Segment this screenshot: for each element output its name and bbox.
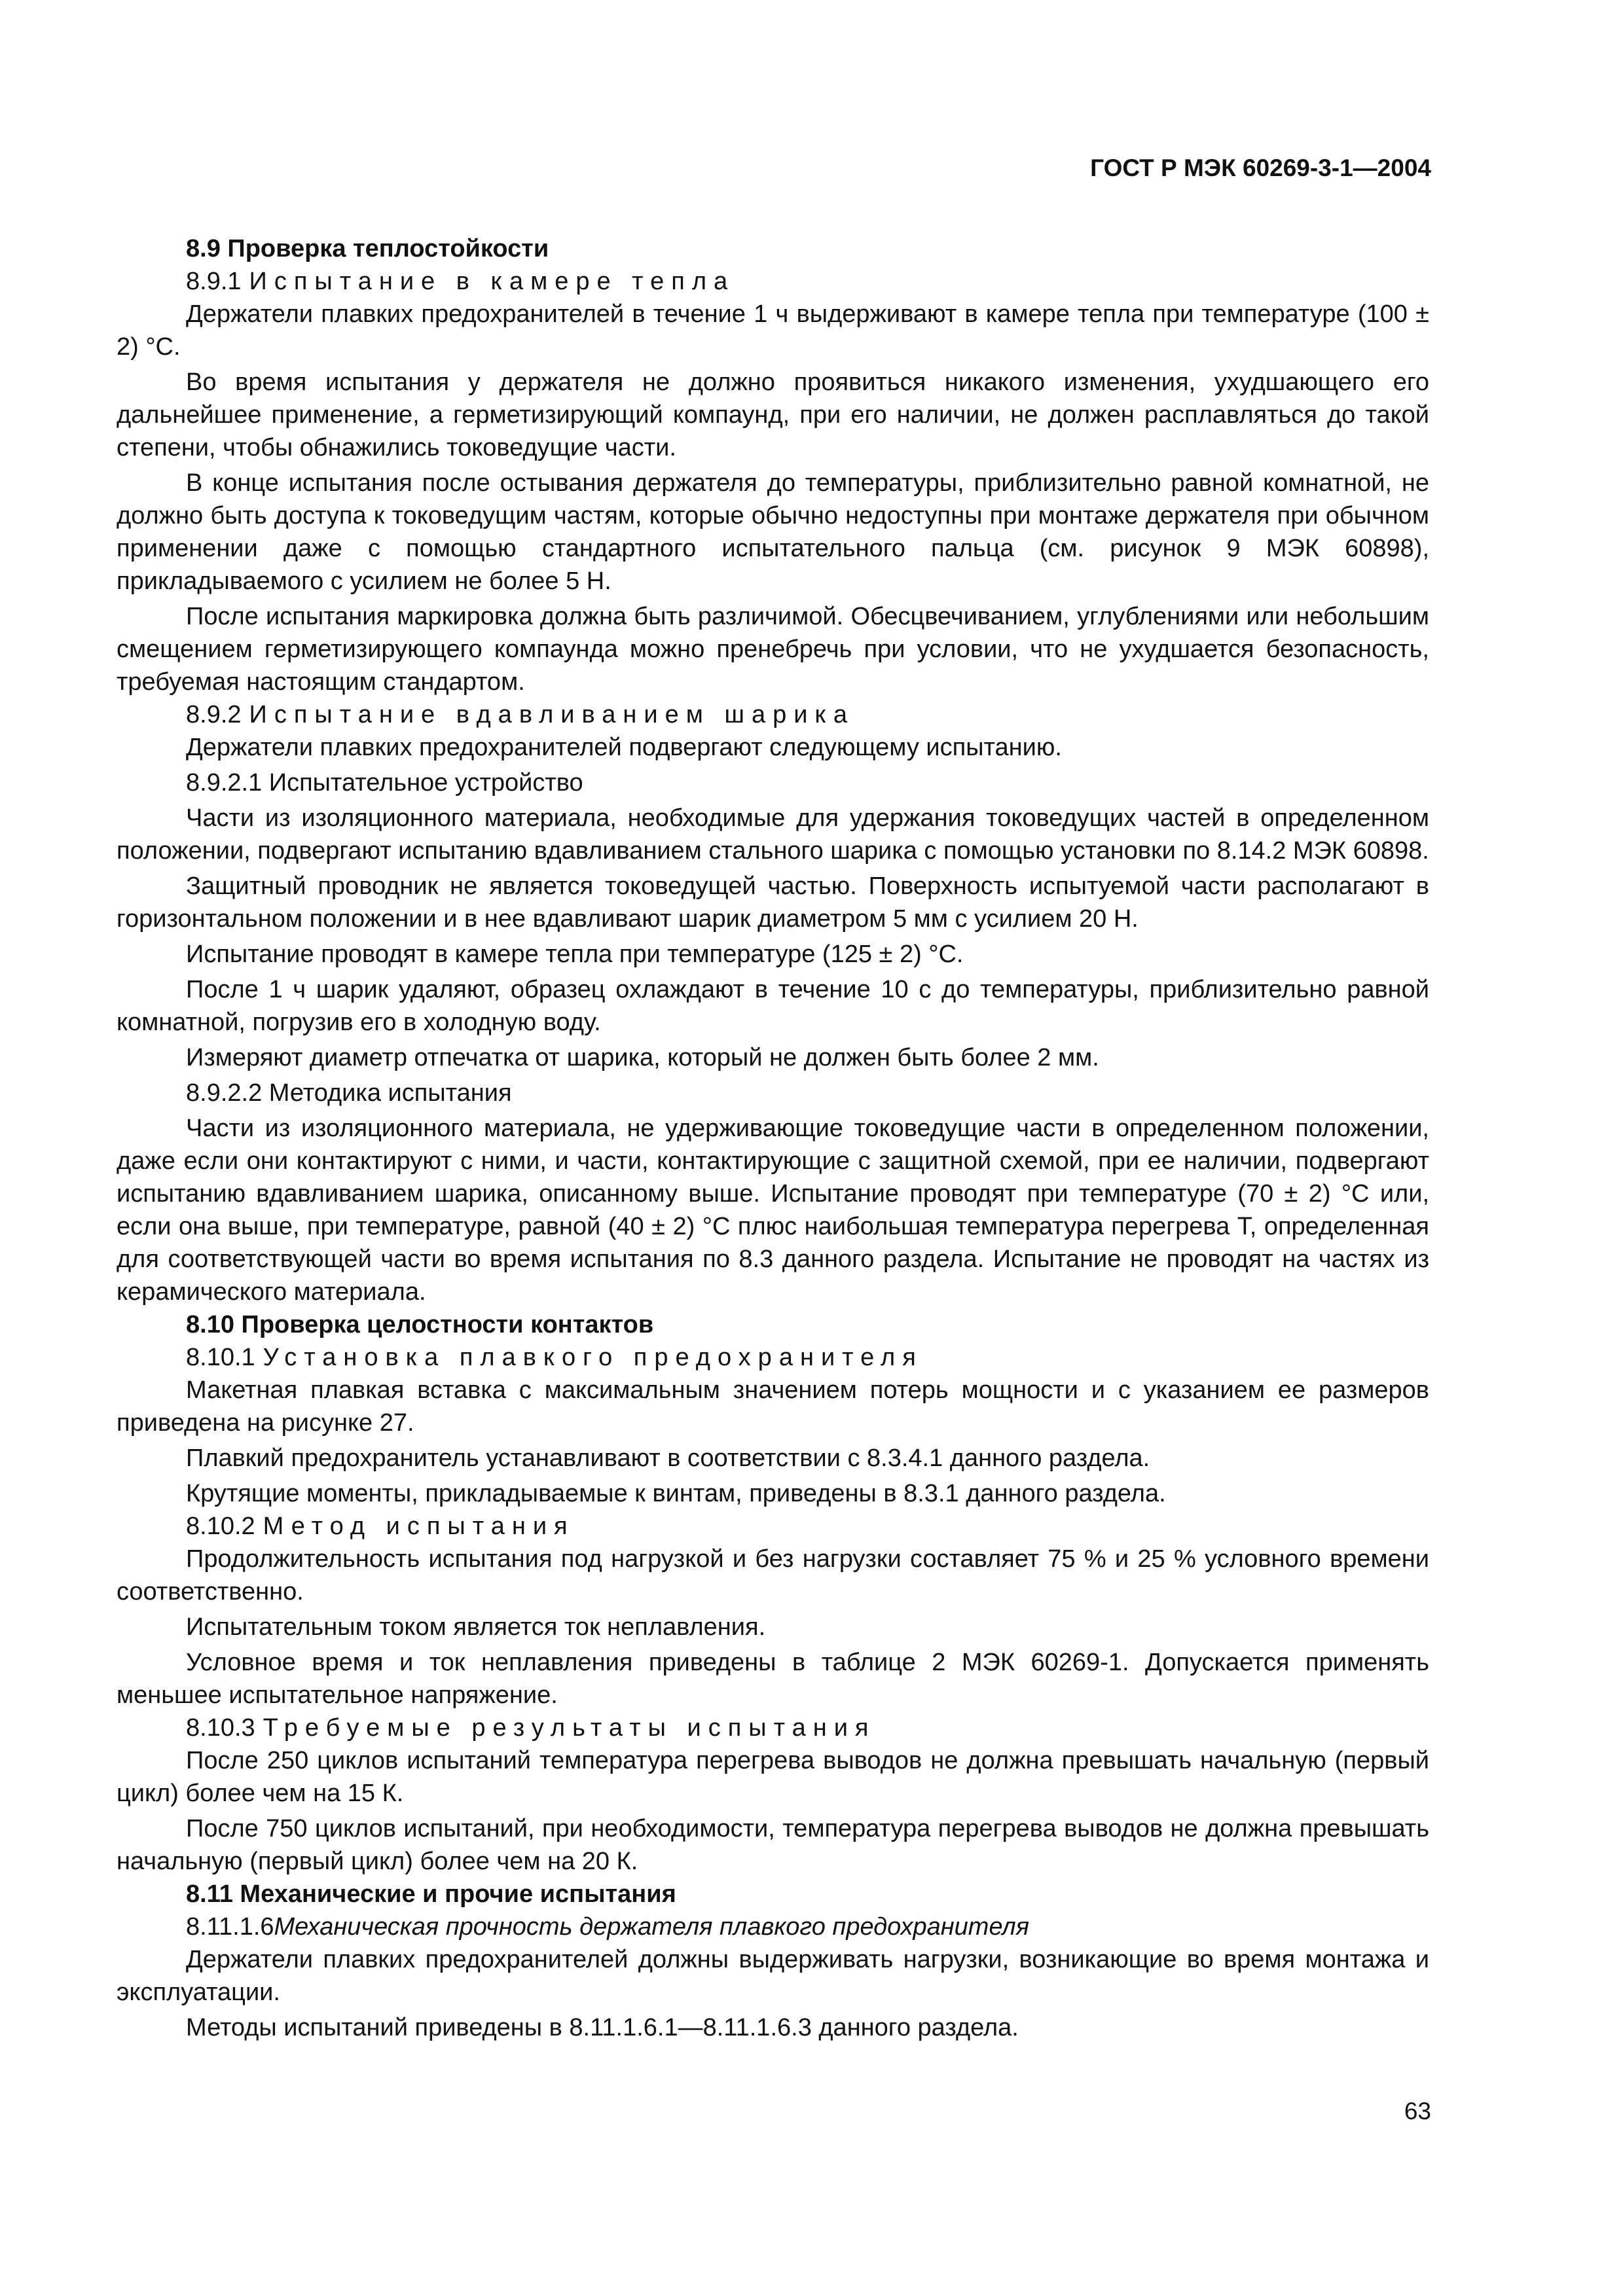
subsection-number: 8.11.1.6 xyxy=(186,1913,274,1941)
subsection-title: Испытание вдавливанием шарика xyxy=(249,701,855,728)
section-heading: 8.11 Механические и прочие испытания xyxy=(186,1880,676,1908)
subsection-number: 8.9.2 xyxy=(186,701,242,728)
subsection-heading xyxy=(117,1910,1429,1943)
section-heading: 8.9 Проверка теплостойкости xyxy=(186,235,549,262)
subsection-number: 8.9.1 xyxy=(186,268,242,295)
paragraph: Методы испытаний приведены в 8.11.1.6.1—8.11.1.6.3 данного раздела. xyxy=(186,2014,1019,2041)
subsection-heading xyxy=(117,1712,1429,1744)
section-heading: 8.10 Проверка целостности контактов xyxy=(186,1311,654,1338)
paragraph: После 250 циклов испытаний температура перегрева выводов не должна превышать начальную (первый цикл) более чем на 15 К. xyxy=(117,1747,1429,1807)
document-body xyxy=(117,232,1429,2044)
paragraph: Условное время и ток неплавления приведены в таблице 2 МЭК 60269-1. Допускается применять меньшее испытательное напряжение. xyxy=(117,1649,1429,1709)
page-number: 63 xyxy=(1404,2098,1431,2125)
paragraph: Крутящие моменты, прикладываемые к винтам, приведены в 8.3.1 данного раздела. xyxy=(186,1480,1166,1507)
subsection-heading xyxy=(117,698,1429,731)
paragraph: Защитный проводник не является токоведущей частью. Поверхность испытуемой части располагают в горизонтальном положении и в нее вдавливают шарик диаметром 5 мм с усилием 20 Н. xyxy=(117,872,1429,933)
paragraph: Испытательным током является ток неплавления. xyxy=(186,1613,766,1641)
subsection-heading xyxy=(117,1510,1429,1543)
subsection-title: Установка плавкого предохранителя xyxy=(263,1344,923,1371)
paragraph: Держатели плавких предохранителей должны выдерживать нагрузки, возникающие во время монтажа и эксплуатации. xyxy=(117,1946,1429,2006)
page-header: ГОСТ Р МЭК 60269-3-1—2004 xyxy=(1090,154,1431,181)
subsection-title: Механическая прочность держателя плавкого предохранителя xyxy=(274,1913,1030,1941)
subsection-title: Требуемые результаты испытания xyxy=(263,1714,876,1742)
subsection-number: 8.10.3 xyxy=(186,1714,255,1742)
paragraph: Измеряют диаметр отпечатка от шарика, который не должен быть более 2 мм. xyxy=(186,1044,1099,1071)
paragraph: Части из изоляционного материала, необходимые для удержания токоведущих частей в определенном положении, подвергают испытанию вдавливанием стального шарика с помощью установки по 8.14.2 МЭК 60898. xyxy=(117,804,1429,865)
paragraph: Держатели плавких предохранителей в течение 1 ч выдерживают в камере тепла при температуре (100 ± 2) °C. xyxy=(117,300,1429,361)
subsection-title: Метод испытания xyxy=(263,1513,575,1540)
paragraph: После 750 циклов испытаний, при необходимости, температура перегрева выводов не должна превышать начальную (первый цикл) более чем на 20 К. xyxy=(117,1815,1429,1875)
subsection-title: Испытание в камере тепла xyxy=(249,268,735,295)
subsection-heading xyxy=(117,1341,1429,1374)
paragraph: Плавкий предохранитель устанавливают в соответствии с 8.3.4.1 данного раздела. xyxy=(186,1444,1150,1472)
paragraph: 8.9.2.2 Методика испытания xyxy=(186,1079,512,1107)
subsection-number: 8.10.2 xyxy=(186,1513,255,1540)
subsection-heading xyxy=(117,265,1429,298)
paragraph: Части из изоляционного материала, не удерживающие токоведущие части в определенном положении, даже если они контактируют с ними, и части, контактирующие с защитной схемой, при ее наличии, подвергают испытанию вдавливанием шарика, описанному выше. Испытание проводят при температуре (70 ± 2) °C или, если она выше, при температуре, равной (40 ± 2) °C плюс наибольшая температура перегрева T, определенная для соответствующей части во время испытания по 8.3 данного раздела. Испытание не проводят на частях из керамического материала. xyxy=(117,1115,1429,1306)
paragraph: В конце испытания после остывания держателя до температуры, приблизительно равной комнатной, не должно быть доступа к токоведущим частям, которые обычно недоступны при монтаже держателя при обычном применении даже с помощью стандартного испытательного пальца (см. рисунок 9 МЭК 60898), прикладываемого с усилием не более 5 Н. xyxy=(117,469,1429,595)
paragraph: Держатели плавких предохранителей подвергают следующему испытанию. xyxy=(186,734,1062,761)
paragraph: Продолжительность испытания под нагрузкой и без нагрузки составляет 75 % и 25 % условного времени соответственно. xyxy=(117,1545,1429,1605)
paragraph: Макетная плавкая вставка с максимальным значением потерь мощности и с указанием ее размеров приведена на рисунке 27. xyxy=(117,1376,1429,1437)
paragraph: После испытания маркировка должна быть различимой. Обесцвечиванием, углублениями или небольшим смещением герметизирующего компаунда можно пренебречь при условии, что не ухудшается безопасность, требуемая настоящим стандартом. xyxy=(117,603,1429,696)
paragraph: 8.9.2.1 Испытательное устройство xyxy=(186,769,583,797)
paragraph: Во время испытания у держателя не должно проявиться никакого изменения, ухудшающего его дальнейшее применение, а герметизирующий компаунд, при его наличии, не должен расплавляться до такой степени, чтобы обнажились токоведущие части. xyxy=(117,368,1429,461)
paragraph: После 1 ч шарик удаляют, образец охлаждают в течение 10 с до температуры, приблизительно равной комнатной, погрузив его в холодную воду. xyxy=(117,976,1429,1036)
subsection-number: 8.10.1 xyxy=(186,1344,255,1371)
paragraph: Испытание проводят в камере тепла при температуре (125 ± 2) °C. xyxy=(186,941,964,968)
